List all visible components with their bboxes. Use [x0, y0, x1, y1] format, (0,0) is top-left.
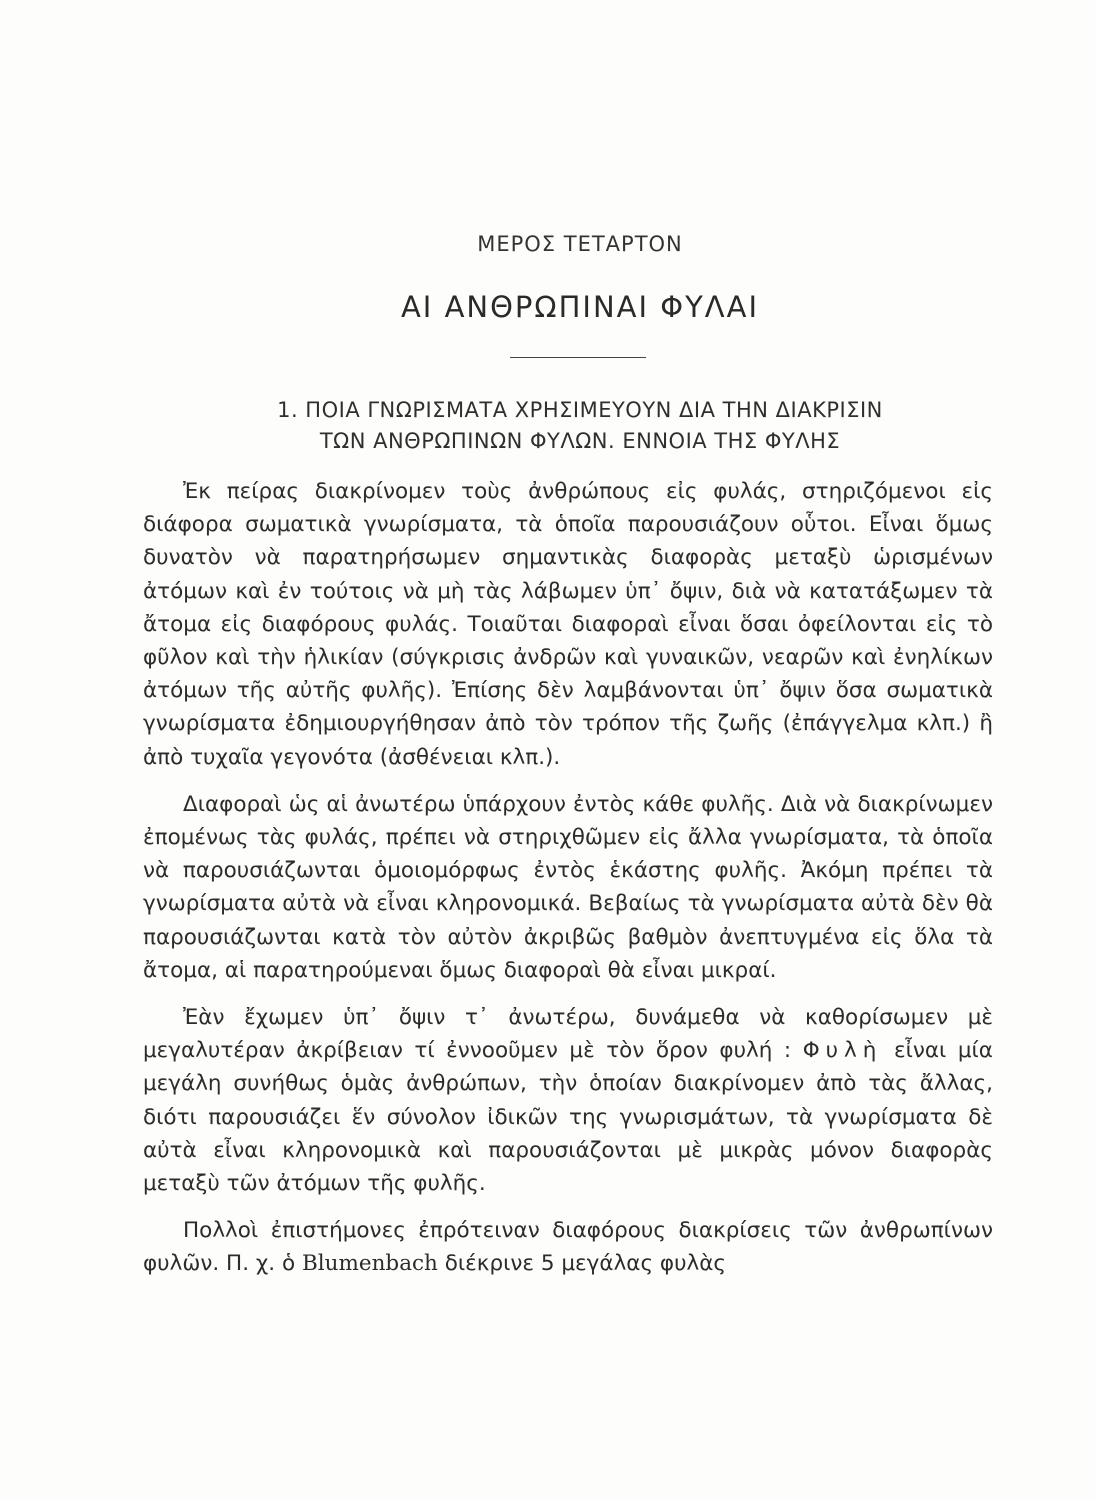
- paragraph-3: [143, 1001, 993, 1200]
- paragraph-4-start: Πολλοὶ ἐπιστήμονες ἐπρότειναν διαφόρους διακρίσεις τῶν ἀνθρωπίνων φυλῶν. Π. χ. ὁ: [143, 1218, 993, 1277]
- part-title: ΑΙ ΑΝΘΡΩΠΙΝΑΙ ΦΥΛΑΙ: [400, 290, 760, 324]
- paragraph-4: [143, 1214, 993, 1280]
- chapter-heading-line-2: ΤΩΝ ΑΝΘΡΩΠΙΝΩΝ ΦΥΛΩΝ. ΕΝΝΟΙΑ ΤΗΣ ΦΥΛΗΣ: [319, 429, 841, 453]
- body-text: [143, 475, 993, 1295]
- chapter-heading-line-1: 1. ΠΟΙΑ ΓΝΩΡΙΣΜΑΤΑ ΧΡΗΣΙΜΕΥΟΥΝ ΔΙΑ ΤΗΝ ΔΙΑΚΡΙΣΙΝ: [277, 398, 883, 422]
- paragraph-3-start: Ἐὰν ἔχωμεν ὑπ᾿ ὄψιν τ᾿ ἀνωτέρω, δυνάμεθα νὰ καθορίσωμεν μὲ μεγαλυτέραν ἀκρίβειαν τί ἐννοοῦμεν μὲ τὸν ὅρον φυλή :: [143, 1005, 993, 1064]
- paragraph-1: Ἐκ πείρας διακρίνομεν τοὺς ἀνθρώπους εἰς φυλάς, στηριζόμενοι εἰς διάφορα σωματικὰ γνωρίσματα, τὰ ὁποῖα παρουσιάζουν οὗτοι. Εἶναι ὅμως δυνατὸν νὰ παρατηρήσωμεν σημαντικὰς διαφορὰς μεταξὺ ὡρισμένων ἀτόμων καὶ ἐν τούτοις νὰ μὴ τὰς λάβωμεν ὑπ᾿ ὄψιν, διὰ νὰ κατατάξωμεν τὰ ἄτομα εἰς διαφόρους φυλάς. Τοιαῦται διαφοραὶ εἶναι ὅσαι ὀφείλονται εἰς τὸ φῦλον καὶ τὴν ἡλικίαν (σύγκρισις ἀνδρῶν καὶ γυναικῶν, νεαρῶν καὶ ἐνηλίκων ἀτόμων τῆς αὐτῆς φυλῆς). Ἐπίσης δὲν λαμβάνονται ὑπ᾿ ὄψιν ὅσα σωματικὰ γνωρίσματα ἐδημιουργήθησαν ἀπὸ τὸν τρόπον τῆς ζωῆς (ἐπάγγελμα κλπ.) ἢ ἀπὸ τυχαῖα γεγονότα (ἀσθένειαι κλπ.).: [143, 479, 993, 770]
- paragraph-4-end: διέκρινε 5 μεγάλας φυλὰς: [444, 1251, 727, 1277]
- title-divider: [510, 357, 646, 358]
- part-label: ΜΕΡΟΣ ΤΕΤΑΡΤΟΝ: [477, 232, 683, 256]
- author-name: Blumenbach: [301, 1251, 438, 1277]
- paragraph-2: Διαφοραὶ ὡς αἱ ἀνωτέρω ὑπάρχουν ἐντὸς κάθε φυλῆς. Διὰ νὰ διακρίνωμεν ἐπομένως τὰς φυλάς, πρέπει νὰ στηριχθῶμεν εἰς ἄλλα γνωρίσματα, τὰ ὁποῖα νὰ παρουσιάζωνται ὁμοιομόρφως ἐντὸς ἑκάστης φυλῆς. Ἀκόμη πρέπει τὰ γνωρίσματα αὐτὰ νὰ εἶναι κληρονομικά. Βεβαίως τὰ γνωρίσματα αὐτὰ δὲν θὰ παρουσιάζωνται κατὰ τὸν αὐτὸν ἀκριβῶς βαθμὸν ἀνεπτυγμένα εἰς ὅλα τὰ ἄτομα, αἱ παρατηρούμεναι ὅμως διαφοραὶ θὰ εἶναι μικραί.: [143, 791, 993, 983]
- paragraph-3-end: εἶναι μία μεγάλη συνήθως ὁμὰς ἀνθρώπων, τὴν ὁποίαν διακρίνομεν ἀπὸ τὰς ἄλλας, διότι παρουσιάζει ἕν σύνολον ἰδικῶν της γνωρισμάτων, τὰ γνωρίσματα δὲ αὐτὰ εἶναι κληρονομικὰ καὶ παρουσιάζονται μὲ μικρὰς μόνον διαφορὰς μεταξὺ τῶν ἀτόμων τῆς φυλῆς.: [143, 1038, 993, 1197]
- definition-term: Φυλὴ: [802, 1038, 883, 1064]
- chapter-heading: [0, 395, 1096, 457]
